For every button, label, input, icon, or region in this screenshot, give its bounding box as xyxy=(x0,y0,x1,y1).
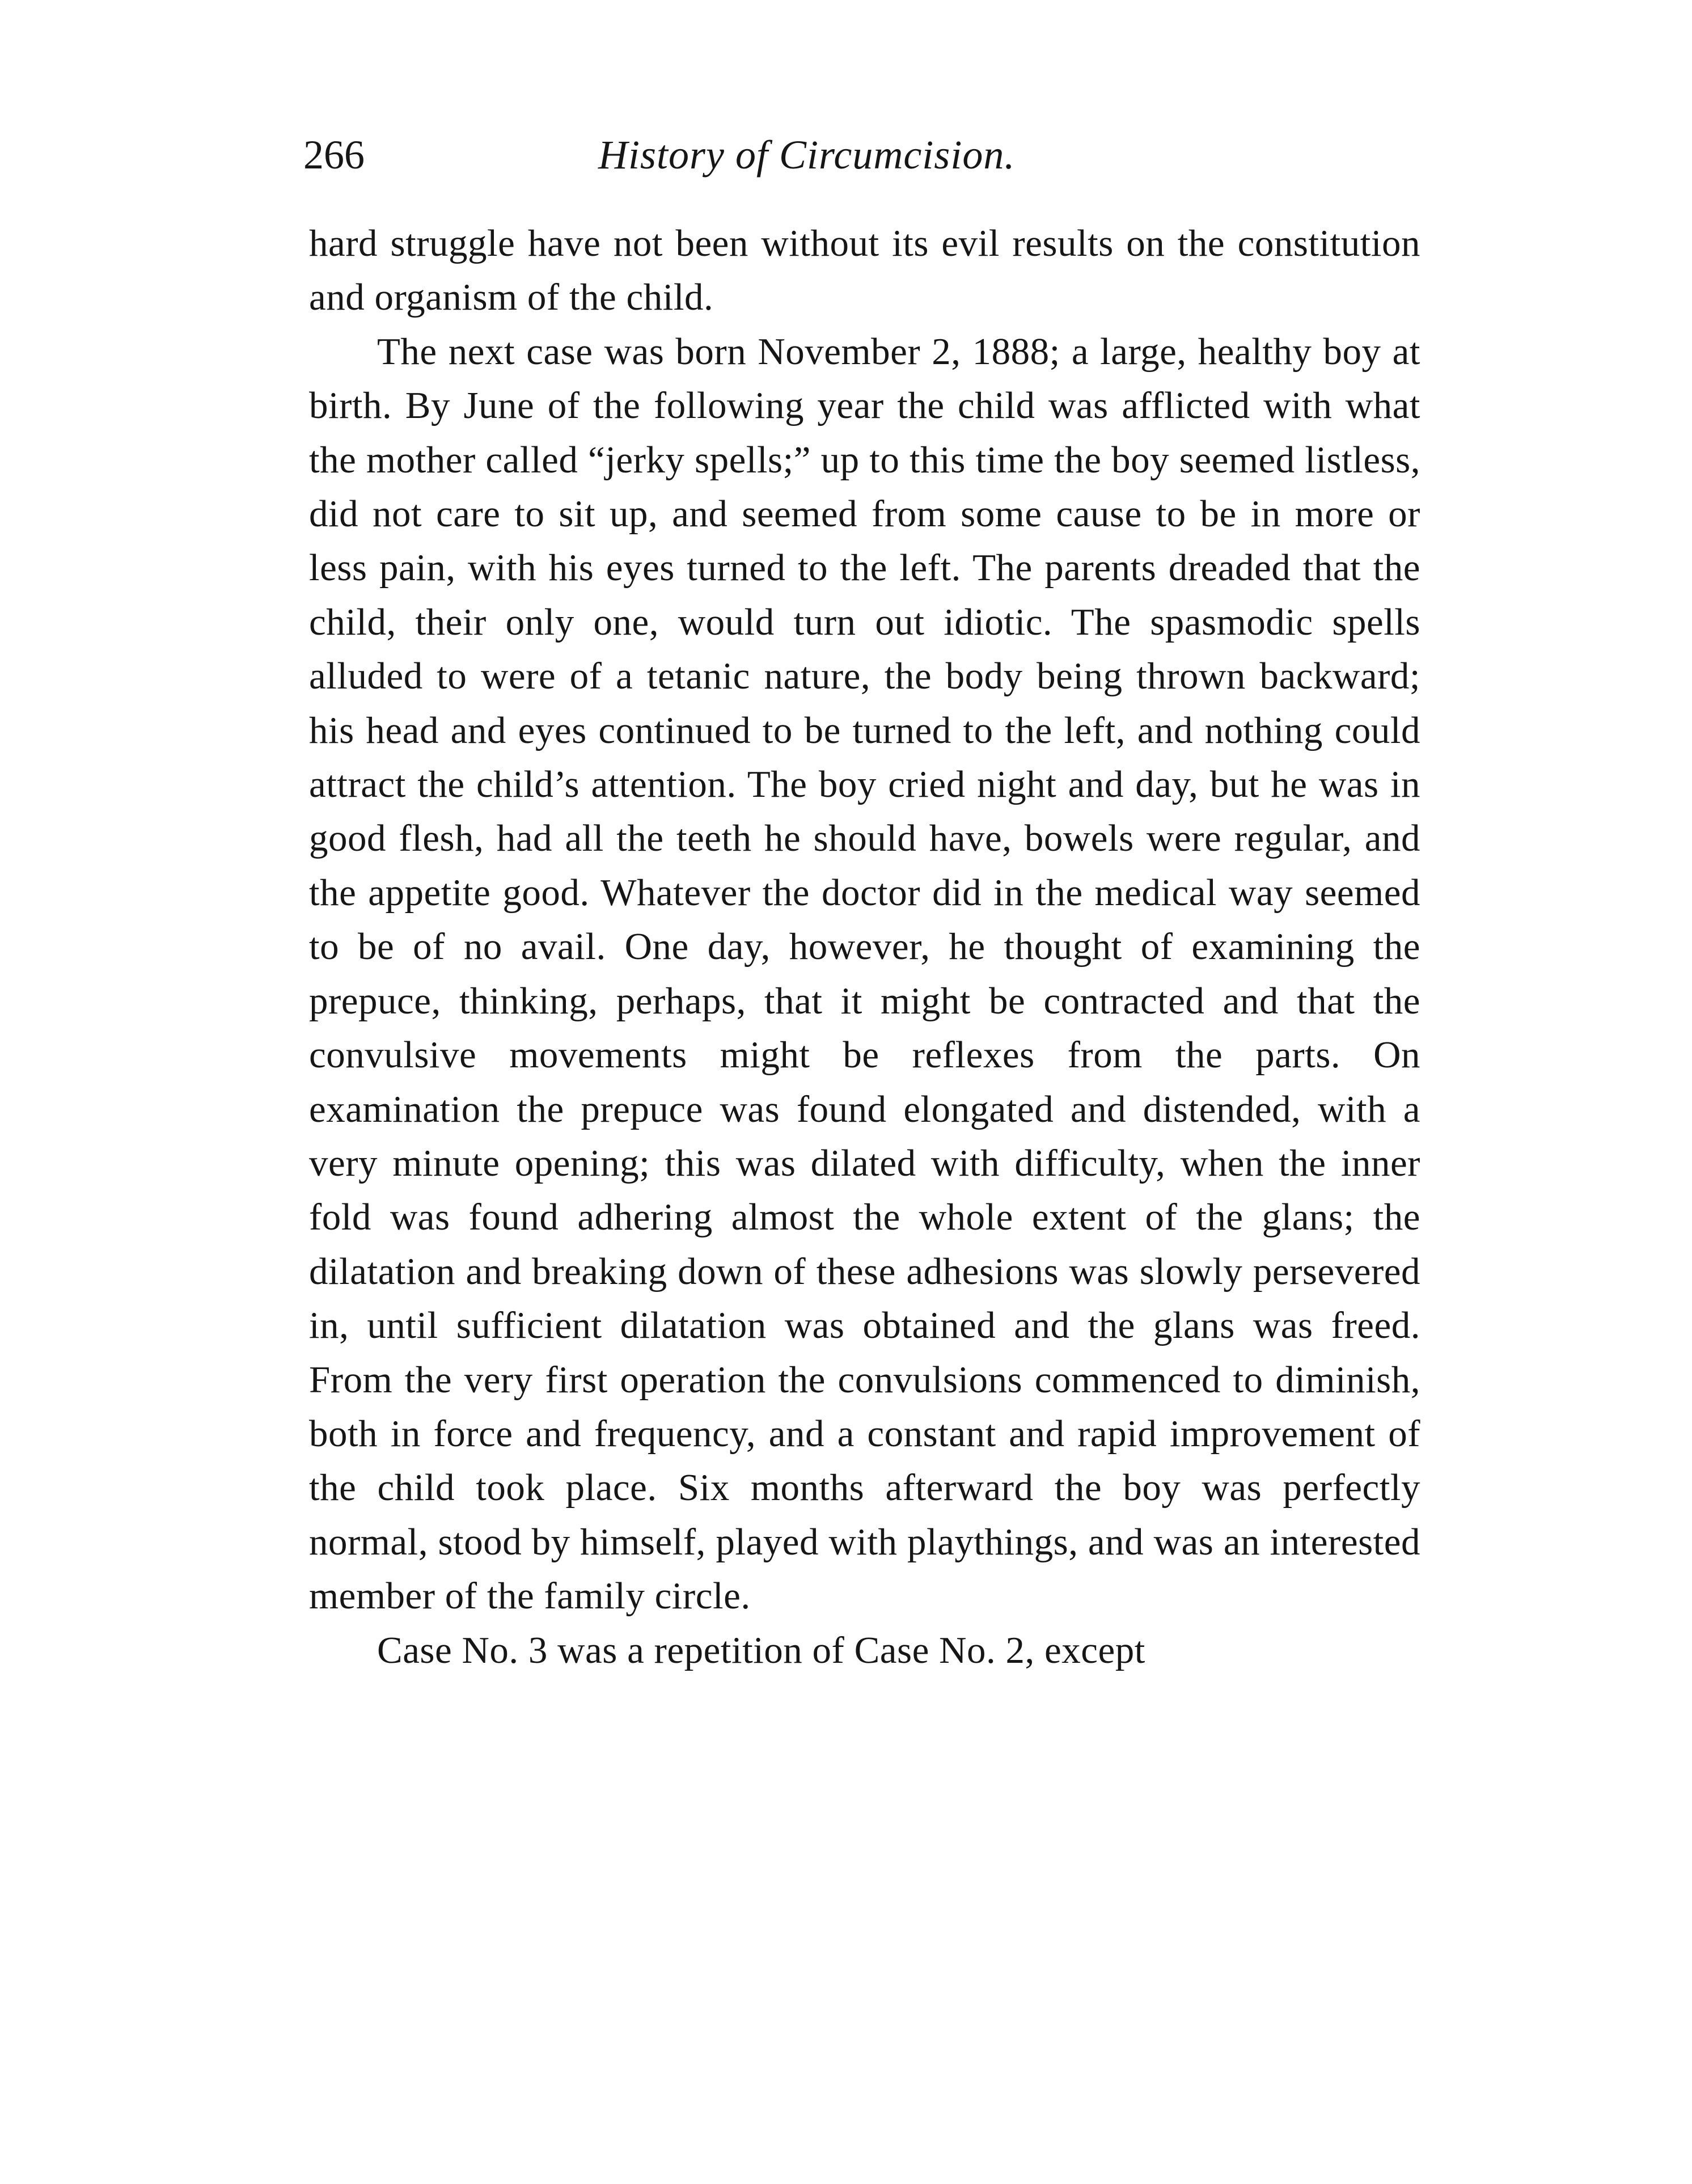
running-title: History of Circumcision. xyxy=(598,132,1016,178)
paragraph-continuation: hard struggle have not been without its evil results on the constitution and organism of the child. xyxy=(309,222,1420,319)
page-body xyxy=(309,217,1420,1678)
paragraph-case-2: The next case was born November 2, 1888; a large, healthy boy at birth. By June of the following year the child was afflicted with what the mother called “jerky spells;” up to this time the boy seemed listless, did not care to sit up, and seemed from some cause to be in more or less pain, with his eyes turned to the left. The parents dreaded that the child, their only one, would turn out idiotic. The spasmodic spells alluded to were of a tetanic nature, the body being thrown backward; his head and eyes continued to be turned to the left, and nothing could attract the child’s attention. The boy cried night and day, but he was in good flesh, had all the teeth he should have, bowels were regular, and the appetite good. Whatever the doctor did in the medical way seemed to be of no avail. One day, however, he thought of examining the prepuce, thinking, perhaps, that it might be contracted and that the convulsive movements might be reflexes from the parts. On examination the prepuce was found elongated and distended, with a very minute opening; this was dilated with difficulty, when the inner fold was found adhering almost the whole extent of the glans; the dilatation and breaking down of these adhesions was slowly persevered in, until sufficient dilatation was obtained and the glans was freed. From the very first operation the convulsions commenced to diminish, both in force and frequency, and a constant and rapid improvement of the child took place. Six months afterward the boy was perfectly normal, stood by himself, played with playthings, and was an interested member of the family circle. xyxy=(309,330,1420,1617)
paragraph-case-3-start: Case No. 3 was a repetition of Case No. 2, except xyxy=(377,1629,1145,1671)
page-number: 266 xyxy=(303,132,365,178)
page-header xyxy=(303,124,1154,186)
